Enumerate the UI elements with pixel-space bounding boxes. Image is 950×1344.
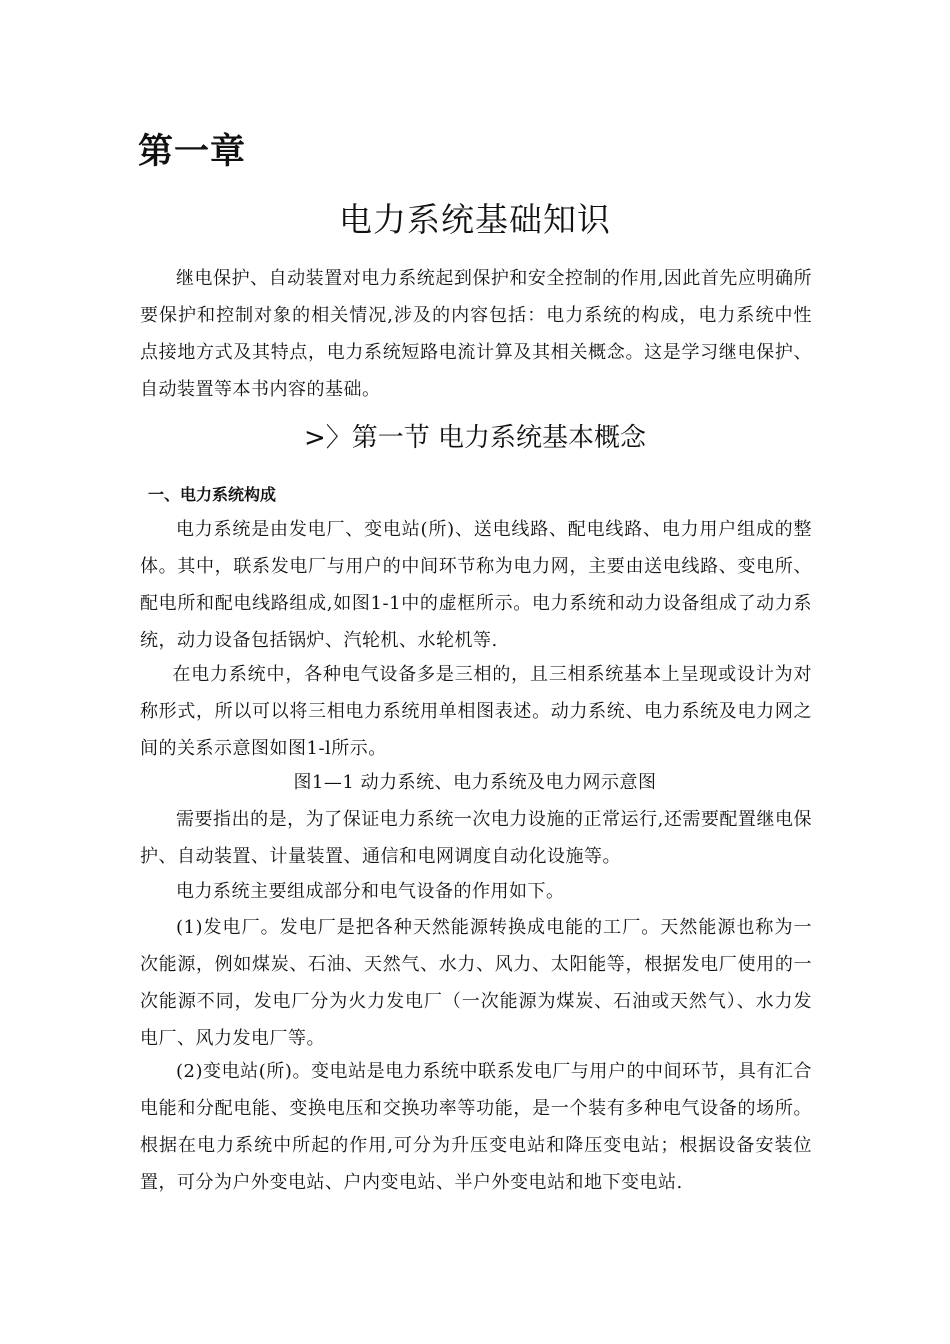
section-title: >〉第一节 电力系统基本概念	[303, 423, 647, 453]
intro-paragraph: 继电保护、自动装置对电力系统起到保护和安全控制的作用,因此首先应明确所要保护和控制对象的相关情况,涉及的内容包括：电力系统的构成，电力系统中性点接地方式及其特点，电力系统短路电流计算及其相关概念。这是学习继电保护、自动装置等本书内容的基础。	[140, 268, 812, 400]
paragraph-three-phase: 在电力系统中，各种电气设备多是三相的，且三相系统基本上呈现或设计为对称形式，所以可以将三相电力系统用单相图表述。动力系统、电力系统及电力网之间的关系示意图如图1-l所示。	[140, 664, 812, 759]
paragraph-power-plant: (1)发电厂。发电厂是把各种天然能源转换成电能的工厂。天然能源也称为一次能源，例如煤炭、石油、天然气、水力、风力、太阳能等，根据发电厂使用的一次能源不同，发电厂分为火力发电厂（一次能源为煤炭、石油或天然气）、水力发电厂、风力发电厂等。	[140, 917, 812, 1049]
paragraph-components-intro: 电力系统主要组成部分和电气设备的作用如下。	[176, 881, 565, 902]
chapter-label: 第一章	[138, 132, 247, 172]
chapter-title: 电力系统基础知识	[339, 200, 611, 239]
paragraph-power-system-definition: 电力系统是由发电厂、变电站(所)、送电线路、配电线路、电力用户组成的整体。其中，联系发电厂与用户的中间环节称为电力网，主要由送电线路、变电所、配电所和配电线路组成,如图1-1中的虚框所示。电力系统和动力设备组成了动力系统，动力设备包括锅炉、汽轮机、水轮机等.	[140, 519, 812, 651]
subsection-title: 一、电力系统构成	[148, 485, 277, 504]
figure-caption: 图1—1 动力系统、电力系统及电力网示意图	[293, 772, 657, 793]
paragraph-substation: (2)变电站(所)。变电站是电力系统中联系发电厂与用户的中间环节，具有汇合电能和分配电能、变换电压和交换功率等功能，是一个装有多种电气设备的场所。根据在电力系统中所起的作用,可分为升压变电站和降压变电站；根据设备安装位置，可分为户外变电站、户内变电站、半户外变电站和地下变电站.	[140, 1061, 812, 1193]
paragraph-secondary-facilities: 需要指出的是，为了保证电力系统一次电力设施的正常运行,还需要配置继电保护、自动装置、计量装置、通信和电网调度自动化设施等。	[140, 809, 812, 867]
